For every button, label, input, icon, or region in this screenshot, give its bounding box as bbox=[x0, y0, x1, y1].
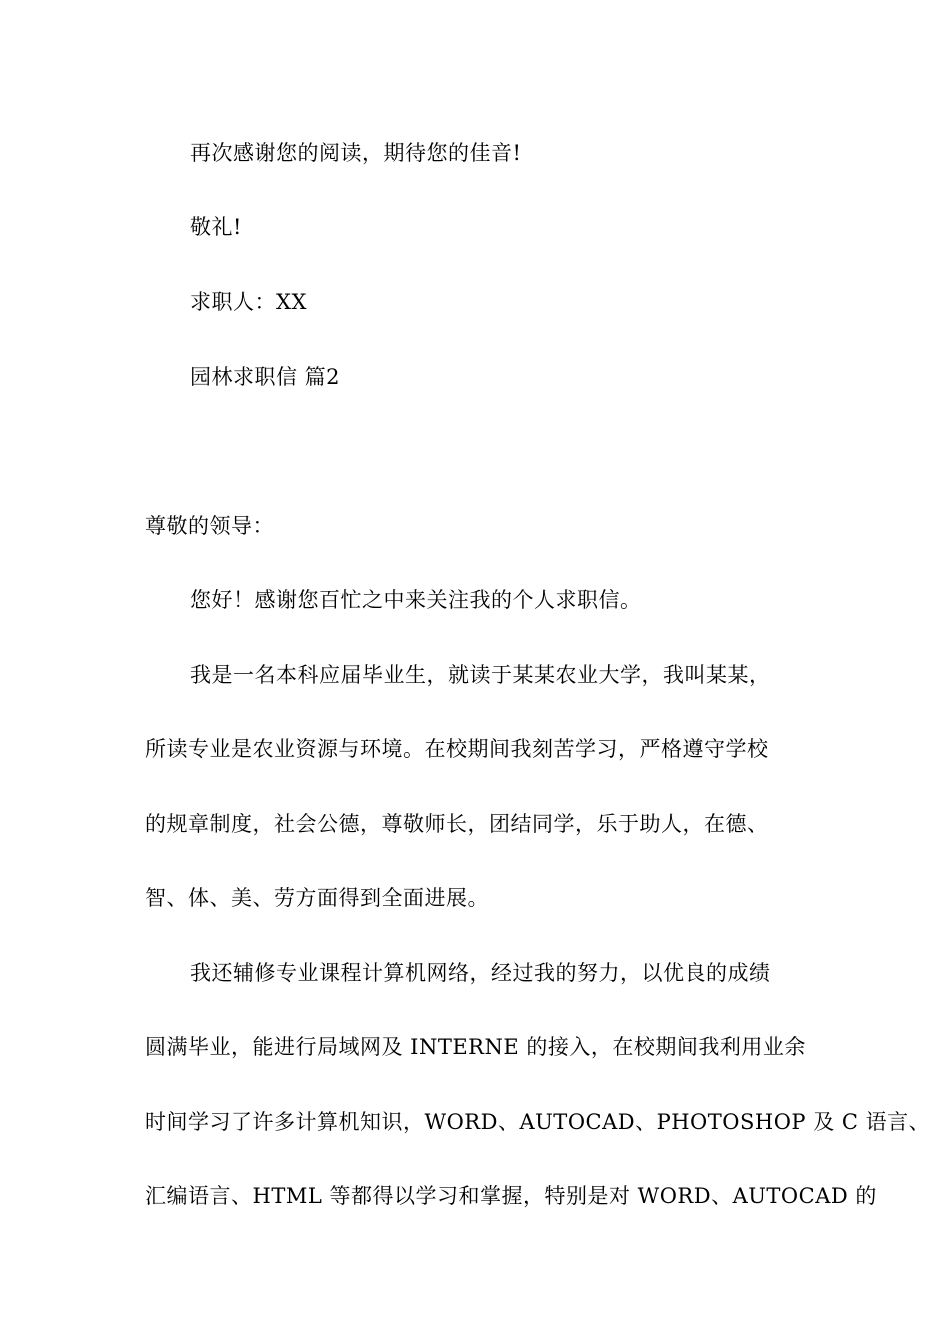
closing-thanks-line: 再次感谢您的阅读，期待您的佳音! bbox=[190, 141, 522, 165]
paragraph-line: 时间学习了许多计算机知识，WORD、AUTOCAD、PHOTOSHOP 及 C 语言、 bbox=[145, 1110, 931, 1134]
paragraph-line: 我是一名本科应届毕业生，就读于某某农业大学，我叫某某， bbox=[190, 663, 771, 687]
paragraph-line: 我还辅修专业课程计算机网络，经过我的努力，以优良的成绩 bbox=[190, 961, 771, 985]
applicant-signature: 求职人：XX bbox=[190, 290, 307, 314]
paragraph-line: 汇编语言、HTML 等都得以学习和掌握，特别是对 WORD、AUTOCAD 的 bbox=[145, 1184, 877, 1208]
paragraph-line: 所读专业是农业资源与环境。在校期间我刻苦学习，严格遵守学校 bbox=[145, 737, 769, 761]
paragraph-line: 的规章制度，社会公德，尊敬师长，团结同学，乐于助人，在德、 bbox=[145, 812, 769, 836]
paragraph-line: 圆满毕业，能进行局域网及 INTERNE 的接入，在校期间我利用业余 bbox=[145, 1035, 806, 1059]
paragraph-line: 智、体、美、劳方面得到全面进展。 bbox=[145, 886, 489, 910]
letter-greeting: 尊敬的领导： bbox=[145, 514, 274, 538]
paragraph-line: 您好！感谢您百忙之中来关注我的个人求职信。 bbox=[190, 588, 642, 612]
salutation-regards: 敬礼! bbox=[190, 215, 242, 239]
section-title: 园林求职信 篇2 bbox=[190, 365, 341, 389]
